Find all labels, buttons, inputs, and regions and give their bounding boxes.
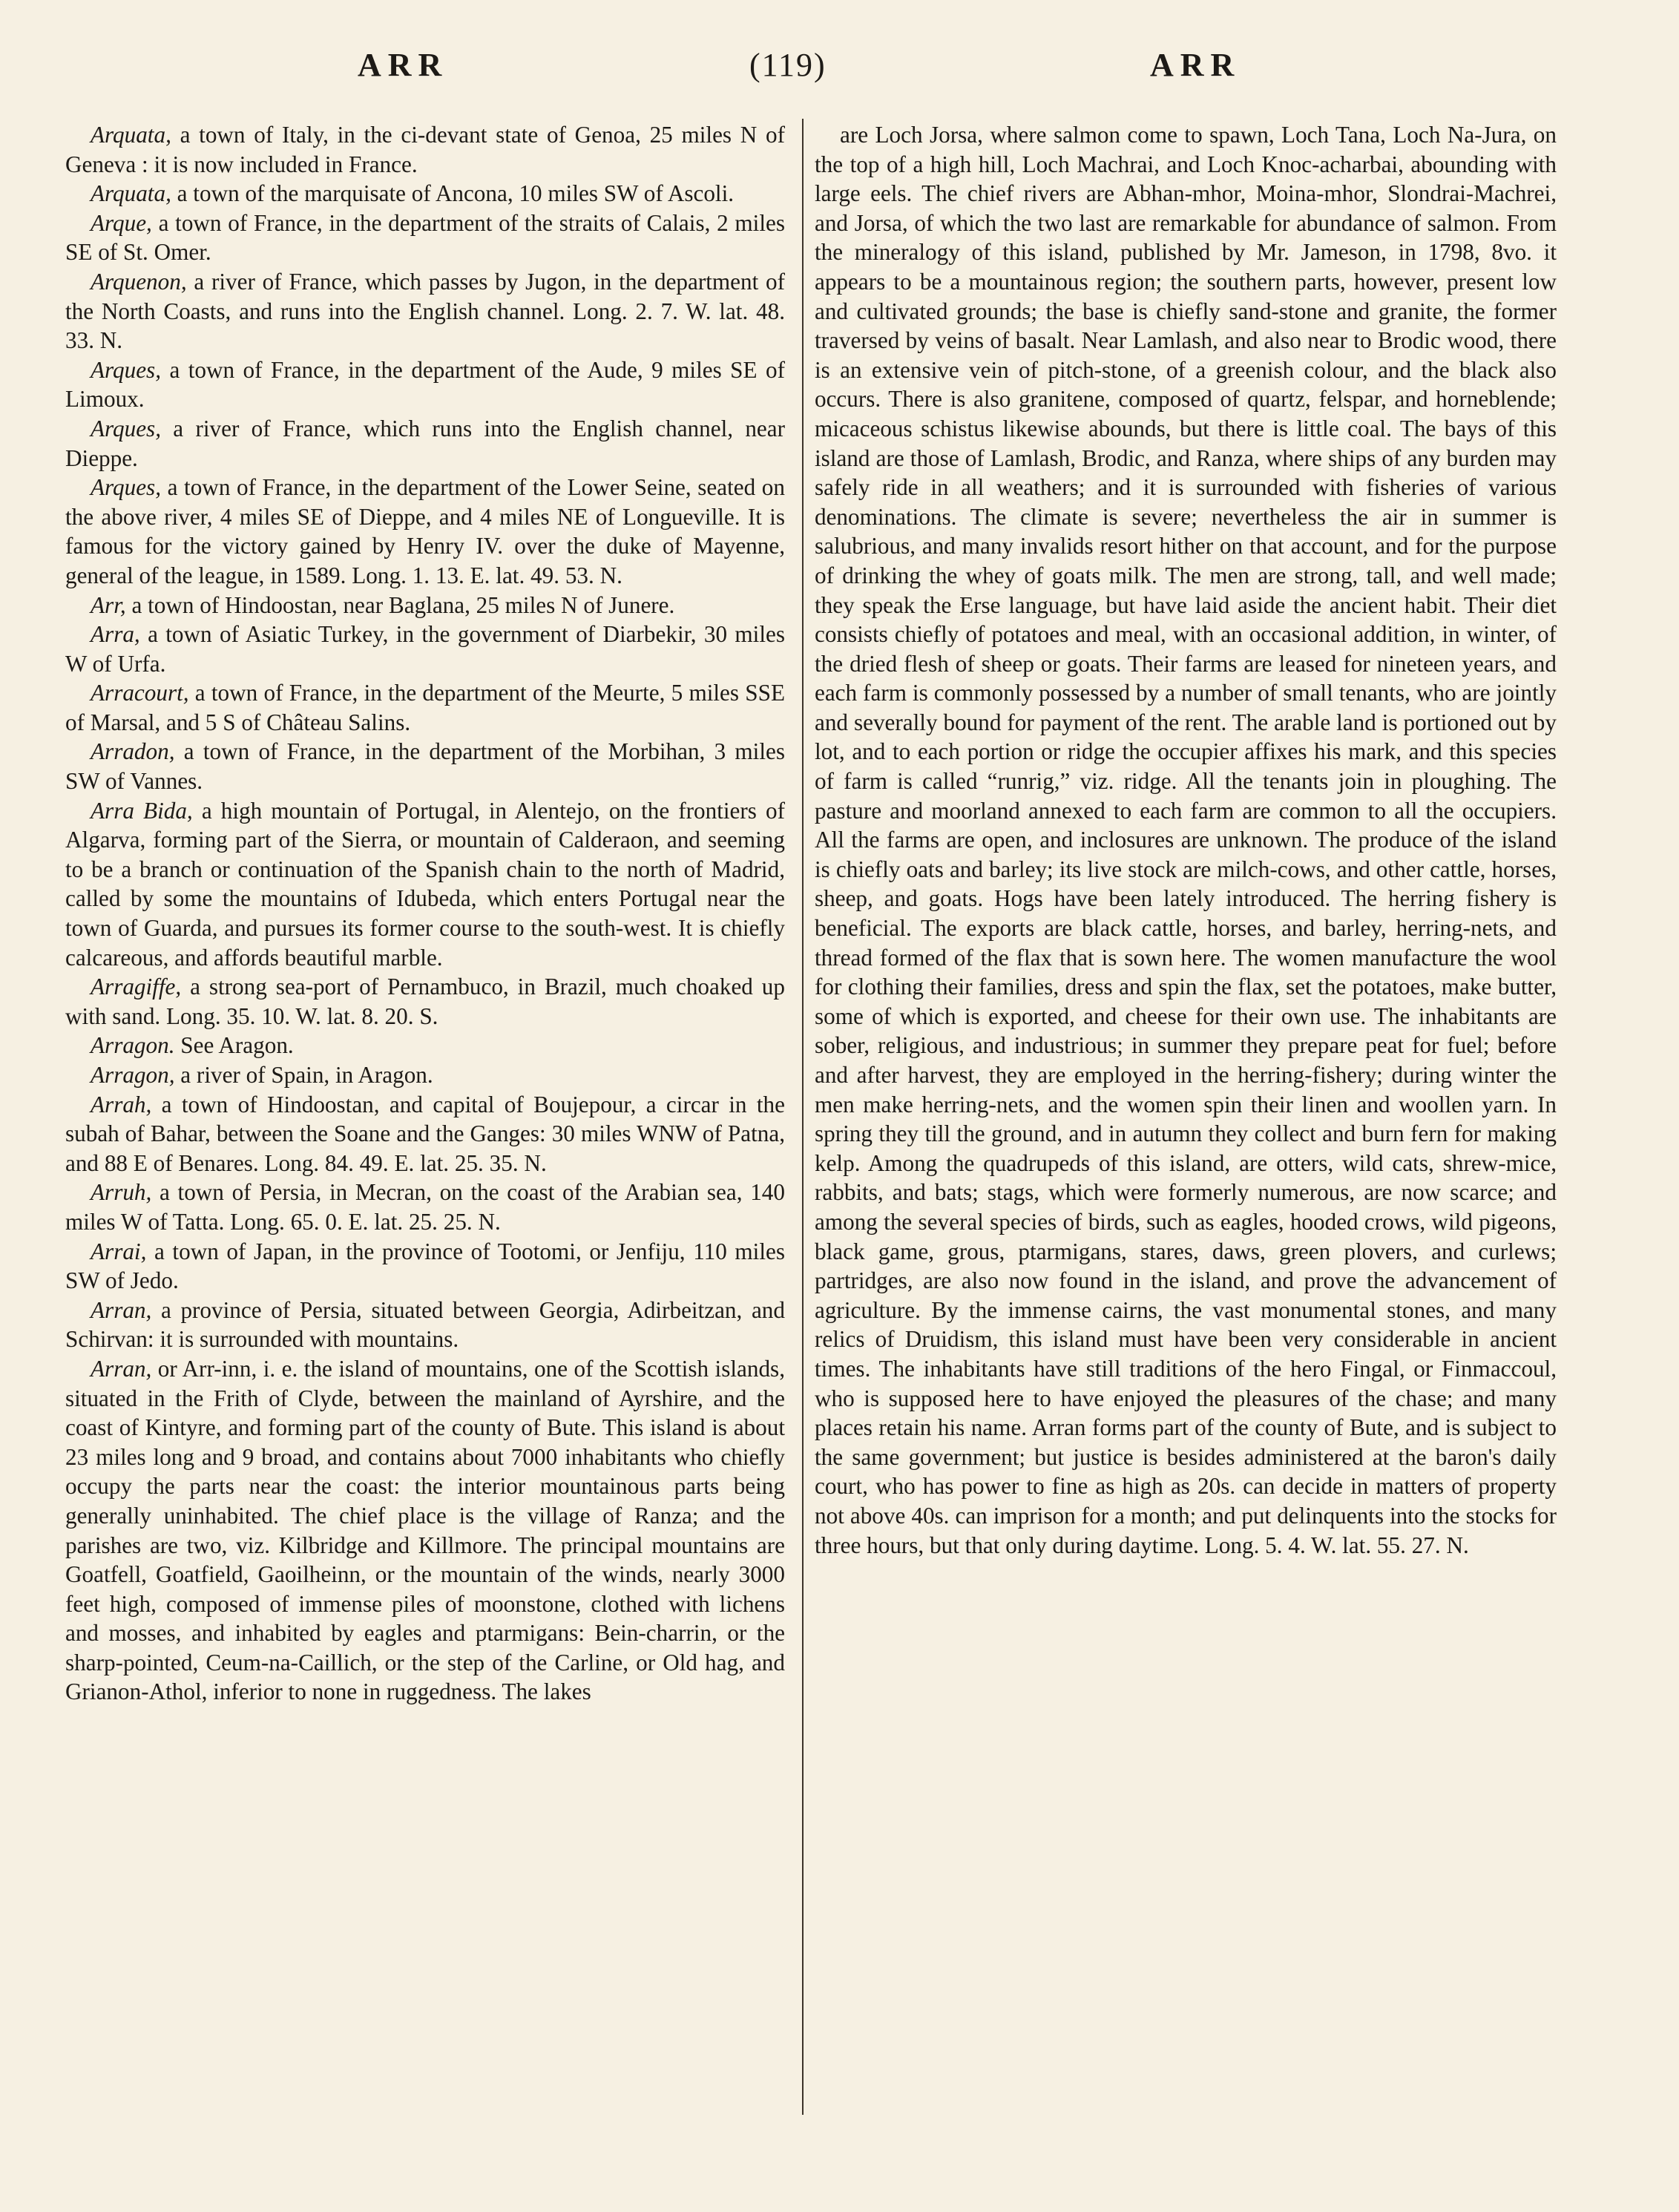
entry-text: a town of France, in the department of the Lower Seine, seated on the above river, 4 miles SE of Dieppe, and 4 miles NE of Longueville. It is famous for the victory gained by Henry IV. over the duke of Mayenne, general of the league, in 1589. Long. 1. 13. E. lat. 49. 53. N.	[65, 474, 785, 588]
entry-term: Arran,	[91, 1296, 152, 1323]
entry-text: or Arr-inn, i. e. the island of mountains, one of the Scottish islands, situated in the Frith of Clyde, between the mainland of Ayrshire, and the coast of Kintyre, and forming part of the county of Bute. This island is about 23 miles long and 9 broad, and contains about 7000 inhabitants who chiefly occupy the parts near the coast: the interior mountainous parts being generally uninhabited. The chief place is the village of Ranza; and the parishes are two, viz. Kilbridge and Killmore. The principal mountains are Goatfell, Goatfield, Gaoilheinn, or the mountain of the winds, nearly 3000 feet high, composed of immense piles of moonstone, clothed with lichens and mosses, and inhabited by eagles and ptarmigans: Bein-charrin, or the sharp-pointed, Ceum-na-Caillich, or the step of the Carline, or Old hag, and Grianon-Athol, inferior to none in ruggedness. The lakes	[65, 1355, 785, 1705]
page-number: (119)	[749, 47, 827, 83]
gazetteer-entry	[65, 737, 785, 795]
gazetteer-entry	[65, 1031, 785, 1060]
entry-text: a town of France, in the department of the Meurte, 5 miles SSE of Marsal, and 5 S of Château Salins.	[65, 680, 785, 735]
header-left: ARR	[358, 47, 449, 83]
entry-term: Arragon.	[91, 1032, 175, 1059]
entry-term: Arrah,	[91, 1091, 152, 1118]
column-divider	[802, 119, 804, 2115]
entry-text: a river of France, which passes by Jugon, in the department of the North Coasts, and runs into the English channel. Long. 2. 7. W. lat. 48. 33. N.	[65, 268, 785, 354]
entry-term: Arragiffe,	[91, 974, 182, 1000]
gazetteer-entry	[65, 620, 785, 678]
entry-term: Arque,	[91, 209, 152, 236]
gazetteer-entry	[65, 678, 785, 737]
gazetteer-entry	[65, 209, 785, 267]
gazetteer-entry	[65, 1237, 785, 1296]
entry-term: Arracourt,	[91, 680, 189, 706]
entry-text: a strong sea-port of Pernambuco, in Brazil, much choaked up with sand. Long. 35. 10. W. lat. 8. 20. S.	[65, 974, 785, 1029]
continued-entry-text: are Loch Jorsa, where salmon come to spawn, Loch Tana, Loch Na-Jura, on the top of a high hill, Loch Machrai, and Loch Knoc-acharbai, abounding with large eels. The chief rivers are Abhan-mhor, Moina-mhor, Slondrai-Machrei, and Jorsa, of which the two last are remarkable for abundance of salmon. From the mineralogy of this island, published by Mr. Jameson, in 1798, 8vo. it appears to be a mountainous region; the southern parts, however, present low and cultivated grounds; the base is chiefly sand-stone and granite, the former traversed by veins of basalt. Near Lamlash, and also near to Brodic wood, there is an extensive vein of pitch-stone, of a greenish colour, and the black also occurs. There is also granitene, composed of quartz, felspar, and horneblende; micaceous schistus likewise abounds, but there is little coal. The bays of this island are those of Lamlash, Brodic, and Ranza, where ships of any burden may safely ride in all weathers; and it is surrounded with fisheries of various denominations. The climate is severe; nevertheless the air in summer is salubrious, and many invalids resort hither on that account, and for the purpose of drinking the whey of goats milk. The men are strong, tall, and well made; they speak the Erse language, but have laid aside the ancient habit. Their diet consists chiefly of potatoes and meal, with an occasional addition, in winter, of the dried flesh of sheep or goats. Their farms are leased for nineteen years, and each farm is commonly possessed by a number of small tenants, who are jointly and severally bound for payment of the rent. The arable land is portioned out by lot, and to each portion or ridge the occupier affixes his mark, and this species of farm is called “runrig,” viz. ridge. All the tenants join in ploughing. The pasture and moorland annexed to each farm are common to all the occupiers. All the farms are open, and inclosures are unknown. The produce of the island is chiefly oats and barley; its live stock are milch-cows, and other cattle, horses, sheep, and goats. Hogs have been lately introduced. The herring fishery is beneficial. The exports are black cattle, horses, and barley, herring-nets, and thread formed of the flax that is sown here. The women manufacture the wool for clothing their families, dress and spin the flax, set the potatoes, make butter, some of which is exported, and cheese for their own use. The inhabitants are sober, religious, and industrious; in summer they prepare peat for fuel; before and after harvest, they are employed in the herring-fishery; during winter the men make herring-nets, and the women spin their linen and woollen yarn. In spring they till the ground, and in autumn they collect and burn fern for making kelp. Among the quadrupeds of this island, are otters, wild cats, shrew-mice, rabbits, and bats; stags, which were formerly numerous, are now scarce; and among the several species of birds, such as eagles, hooded crows, wild pigeons, black game, grous, ptarmigans, stares, daws, green plovers, and curlews; partridges, are also now found in the island, and prove the advancement of agriculture. By the immense cairns, the vast monumental stones, and many relics of Druidism, this island must have been very considerable in ancient times. The inhabitants have still traditions of the hero Fingal, or Finmaccoul, who is supposed here to have enjoyed the pleasures of the chase; and many places retain his name. Arran forms part of the county of Bute, and is subject to the same government; but justice is besides administered at the baron's daily court, who has power to fine as high as 20s. can decide in matters of property not above 40s. can imprison for a month; and put delinquents into the stocks for three hours, but that only during daytime. Long. 5. 4. W. lat. 55. 27. N.	[815, 122, 1557, 1558]
entry-text: a river of France, which runs into the English channel, near Dieppe.	[65, 415, 785, 471]
entry-term: Arques,	[91, 415, 161, 442]
gazetteer-entry	[65, 972, 785, 1031]
gazetteer-entry	[65, 1060, 785, 1090]
entry-text: a province of Persia, situated between Georgia, Adirbeitzan, and Schirvan: it is surrounded with mountains.	[65, 1296, 785, 1353]
entry-term: Arquenon,	[91, 268, 187, 295]
gazetteer-entry	[65, 179, 785, 209]
gazetteer-entry	[65, 1178, 785, 1236]
entry-text: a town of France, in the department of the straits of Calais, 2 miles SE of St. Omer.	[65, 209, 785, 266]
entry-text: a town of France, in the department of the Morbihan, 3 miles SW of Vannes.	[65, 738, 785, 795]
entry-text: a town of Hindoostan, near Baglana, 25 miles N of Junere.	[125, 591, 675, 618]
gazetteer-entry	[65, 591, 785, 620]
gazetteer-entry	[65, 1090, 785, 1178]
gazetteer-entry	[65, 796, 785, 973]
entry-term: Arra,	[91, 621, 140, 648]
entry-text: a town of the marquisate of Ancona, 10 miles SW of Ascoli.	[171, 180, 735, 207]
entry-term: Arra Bida,	[91, 797, 193, 824]
entry-term: Arran,	[91, 1355, 152, 1382]
left-column	[65, 120, 785, 1707]
header-right: ARR	[1150, 47, 1241, 83]
entry-text: a town of Persia, in Mecran, on the coast of the Arabian sea, 140 miles W of Tatta. Long. 65. 0. E. lat. 25. 25. N.	[65, 1179, 785, 1235]
entry-text: a town of France, in the department of the Aude, 9 miles SE of Limoux.	[65, 356, 785, 413]
entry-text: a town of Italy, in the ci-devant state of Genoa, 25 miles N of Geneva : it is now included in France.	[65, 122, 785, 177]
entry-term: Arques,	[91, 356, 161, 383]
entry-text: See Aragon.	[174, 1032, 294, 1059]
entry-term: Arquata,	[91, 180, 171, 207]
gazetteer-entry	[65, 267, 785, 355]
gazetteer-entry	[65, 1354, 785, 1707]
gazetteer-entry	[65, 1296, 785, 1354]
gazetteer-entry	[65, 120, 785, 179]
entry-text: a town of Japan, in the province of Tootomi, or Jenfiju, 110 miles SW of Jedo.	[65, 1238, 785, 1294]
entry-term: Arruh,	[91, 1179, 152, 1206]
entry-term: Arquata,	[91, 122, 171, 148]
entry-text: a town of Asiatic Turkey, in the government of Diarbekir, 30 miles W of Urfa.	[65, 621, 785, 677]
entry-term: Arradon,	[91, 738, 175, 765]
entry-term: Arrai,	[91, 1238, 147, 1264]
gazetteer-entry	[65, 355, 785, 414]
right-column	[815, 120, 1557, 1560]
entry-text: a river of Spain, in Aragon.	[174, 1062, 433, 1088]
entry-text: a town of Hindoostan, and capital of Boujepour, a circar in the subah of Bahar, between the Soane and the Ganges: 30 miles WNW of Patna, and 88 E of Benares. Long. 84. 49. E. lat. 25. 35. N.	[65, 1091, 785, 1176]
entry-term: Arr,	[91, 591, 126, 618]
gazetteer-entry	[65, 473, 785, 590]
running-header	[0, 46, 1679, 98]
entry-text: a high mountain of Portugal, in Alentejo, on the frontiers of Algarva, forming part of the Sierra, or mountain of Calderaon, and seeming to be a branch or continuation of the Spanish chain to the north of Madrid, called by some the mountains of Idubeda, which enters Portugal near the town of Guarda, and pursues its former course to the south-west. It is chiefly calcareous, and affords beautiful marble.	[65, 797, 785, 971]
entry-term: Arragon,	[91, 1062, 175, 1088]
gazetteer-entry	[65, 414, 785, 473]
entry-term: Arques,	[91, 474, 161, 501]
